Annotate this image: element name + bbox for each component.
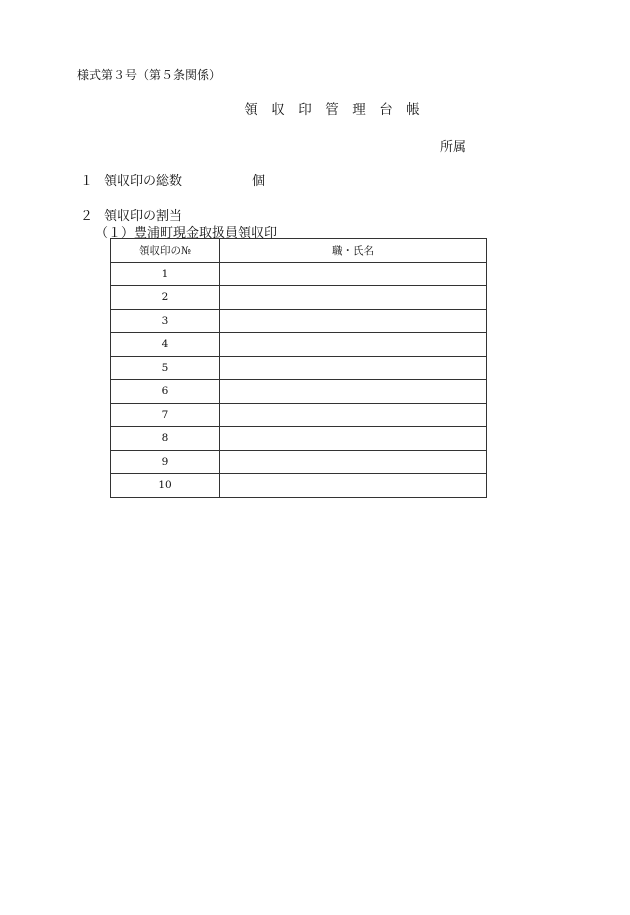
table-row [111, 474, 487, 498]
affiliation-label: 所属 [440, 140, 467, 155]
item-number: １ [80, 174, 94, 189]
position-name-cell[interactable] [220, 380, 487, 404]
position-name-cell[interactable] [220, 286, 487, 310]
position-name-cell[interactable] [220, 450, 487, 474]
table-row [111, 403, 487, 427]
unit-label: 個 [252, 174, 266, 189]
stamp-number-cell: 7 [111, 403, 220, 427]
stamp-number-cell: 6 [111, 380, 220, 404]
document-title: 領 収 印 管 理 台 帳 [244, 102, 420, 118]
stamp-number-cell: 2 [111, 286, 220, 310]
position-name-cell[interactable] [220, 427, 487, 451]
position-name-cell[interactable] [220, 474, 487, 498]
form-number: 様式第３号（第５条関係） [77, 68, 222, 82]
position-name-cell[interactable] [220, 356, 487, 380]
item-number: ２ [80, 209, 94, 224]
position-name-cell[interactable] [220, 403, 487, 427]
stamp-allocation-table [110, 238, 487, 498]
table-body [111, 262, 487, 497]
table-row [111, 356, 487, 380]
position-name-cell[interactable] [220, 333, 487, 357]
stamp-number-cell: 8 [111, 427, 220, 451]
table-row [111, 333, 487, 357]
table-header-row [111, 239, 487, 263]
stamp-number-cell: 10 [111, 474, 220, 498]
position-name-cell[interactable] [220, 309, 487, 333]
table-row [111, 286, 487, 310]
sub-heading: （１）豊浦町現金取扱員領収印 [95, 226, 278, 241]
item-label: 領収印の総数 [104, 174, 183, 189]
stamp-number-cell: 5 [111, 356, 220, 380]
table-row [111, 427, 487, 451]
header-stamp-number: 領収印の№ [111, 239, 220, 263]
header-position-name: 職・氏名 [220, 239, 487, 263]
table-row [111, 309, 487, 333]
item-label: 領収印の割当 [104, 209, 183, 224]
stamp-number-cell: 4 [111, 333, 220, 357]
table-row [111, 262, 487, 286]
stamp-number-cell: 1 [111, 262, 220, 286]
table-row [111, 450, 487, 474]
item-total-stamps [80, 170, 182, 189]
position-name-cell[interactable] [220, 262, 487, 286]
table-row [111, 380, 487, 404]
stamp-number-cell: 3 [111, 309, 220, 333]
stamp-number-cell: 9 [111, 450, 220, 474]
